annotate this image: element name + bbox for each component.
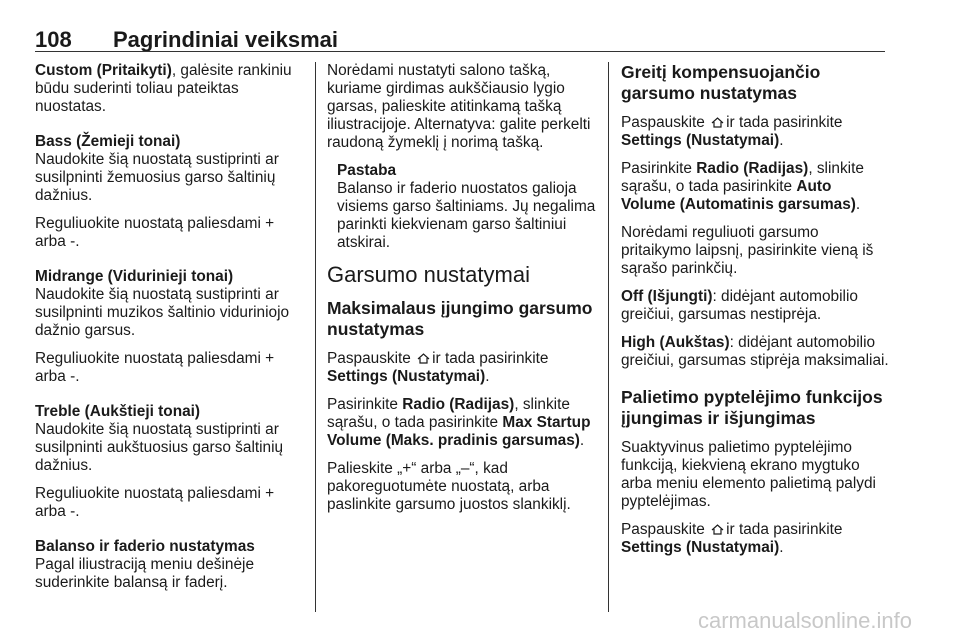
off-label: Off (Išjungti) — [621, 288, 713, 305]
balance-text: Pagal iliustraciją meniu dešinėje suderinkite balansą ir faderį. — [35, 556, 255, 591]
select-prefix: Pasirinkite — [621, 160, 692, 177]
settings-label: Settings (Nustatymai) — [621, 132, 780, 149]
bass-text: Naudokite šią nuostatą sustiprinti ar susilpninti žemuosius garso šaltinių dažnius. — [35, 151, 279, 204]
note-text: Balanso ir faderio nuostatos galioja visiems garso šaltiniams. Jų negalima parinkti kiekvienam garso šaltiniui atskirai. — [337, 180, 596, 251]
press-prefix: Paspauskite — [327, 350, 411, 367]
custom-text: , galėsite rankiniu būdu suderinti toliau pateiktas nuostatas. — [35, 62, 292, 115]
auto-select-paragraph: Pasirinkite Radio (Radijas), slinkite sąrašu, o tada pasirinkite Auto Volume (Automatinis garsumas). — [621, 160, 864, 213]
touch-beep-heading: Palietimo pyptelėjimo funkcijos įjungimas ir išjungimas — [621, 387, 883, 428]
bass-heading: Bass (Žemieji tonai) — [35, 133, 181, 150]
high-label: High (Aukštas) — [621, 334, 730, 351]
watermark: carmanualsonline.info — [697, 608, 912, 633]
touch-beep-text: Suaktyvinus palietimo pyptelėjimo funkciją, kiekvieną ekrano mygtuko arba meniu elemento palietimą palydi pyptelėjimas. — [621, 439, 876, 510]
page-header — [35, 27, 885, 51]
balance-intro: Norėdami nustatyti salono tašką, kuriame girdimas aukščiausio lygio garsas, palieskite atitinkamą tašką iliustracijoje. Alternatyva: galite perkelti raudoną žymeklį į norimą tašką. — [327, 62, 591, 151]
section-title: Garsumo nustatymai — [327, 262, 530, 287]
column-2 — [327, 62, 597, 524]
bass-adjust: Reguliuokite nuostatą paliesdami + arba -. — [35, 215, 275, 250]
max-startup-label: Max Startup Volume (Maks. pradinis garsumas) — [327, 414, 591, 449]
press-prefix: Paspauskite — [621, 114, 705, 131]
auto-press-paragraph: Paspauskite ir tada pasirinkite Settings (Nustatymai). — [621, 114, 843, 149]
select-prefix: Pasirinkite — [327, 396, 398, 413]
header-rule — [35, 51, 885, 52]
select-middle: , slinkite sąrašu, o tada pasirinkite — [621, 160, 864, 195]
settings-label: Settings (Nustatymai) — [327, 368, 486, 385]
radio-label: Radio (Radijas) — [402, 396, 515, 413]
midrange-adjust: Reguliuokite nuostatą paliesdami + arba -. — [35, 350, 275, 385]
auto-volume-label: Auto Volume (Automatinis garsumas) — [621, 178, 856, 213]
settings-label: Settings (Nustatymai) — [621, 539, 780, 556]
custom-term: Custom (Pritaikyti) — [35, 62, 172, 79]
max-volume-heading: Maksimalaus įjungimo garsumo nustatymas — [327, 298, 593, 339]
press-suffix: ir tada pasirinkite — [432, 350, 549, 367]
note-title: Pastaba — [337, 162, 397, 179]
auto-volume-heading: Greitį kompensuojančio garsumo nustatymas — [621, 62, 821, 103]
max-press-paragraph: Paspauskite ir tada pasirinkite Settings (Nustatymai). — [327, 350, 549, 385]
column-3 — [621, 62, 889, 567]
max-select-paragraph: Pasirinkite Radio (Radijas), slinkite sąrašu, o tada pasirinkite Max Startup Volume (Maks. pradinis garsumas). — [327, 396, 591, 449]
off-paragraph — [621, 288, 889, 324]
touch-press-paragraph: Paspauskite ir tada pasirinkite Settings (Nustatymai). — [621, 521, 843, 556]
press-suffix: ir tada pasirinkite — [726, 521, 843, 538]
column-divider-1 — [315, 62, 316, 612]
column-divider-2 — [608, 62, 609, 612]
high-paragraph — [621, 334, 889, 370]
regulate-paragraph: Norėdami reguliuoti garsumo pritaikymo laipsnį, pasirinkite vieną iš sąrašo parinkčių. — [621, 224, 874, 277]
home-icon — [711, 117, 724, 128]
select-middle: , slinkite sąrašu, o tada pasirinkite — [327, 396, 570, 431]
home-icon — [417, 353, 430, 364]
press-suffix: ir tada pasirinkite — [726, 114, 843, 131]
high-text: : didėjant automobilio greičiui, garsumas stiprėja maksimaliai. — [621, 334, 889, 369]
column-1 — [35, 62, 307, 602]
midrange-heading: Midrange (Viduriniejі tonai) — [35, 268, 234, 285]
midrange-text: Naudokite šią nuostatą sustiprinti ar susilpninti muzikos šaltinio viduriniojo dažnio garsus. — [35, 286, 290, 339]
radio-label: Radio (Radijas) — [696, 160, 809, 177]
custom-paragraph — [35, 62, 307, 116]
max-touch-paragraph: Palieskite „+“ arba „–“, kad pakoreguotumėte nuostatą, arba paslinkite garsumo juostos slankiklį. — [327, 460, 571, 513]
page-number: 108 — [35, 27, 72, 52]
off-text: : didėjant automobilio greičiui, garsumas nestiprėja. — [621, 288, 858, 323]
home-icon — [711, 524, 724, 535]
treble-text: Naudokite šią nuostatą sustiprinti ar susilpninti aukštuosius garso šaltinių dažnius. — [35, 421, 284, 474]
press-prefix: Paspauskite — [621, 521, 705, 538]
balance-heading: Balanso ir faderio nustatymas — [35, 538, 255, 555]
note-block — [337, 162, 597, 252]
treble-adjust: Reguliuokite nuostatą paliesdami + arba -. — [35, 485, 275, 520]
chapter-title: Pagrindiniai veiksmai — [113, 27, 338, 52]
treble-heading: Treble (Aukštieji tonai) — [35, 403, 201, 420]
